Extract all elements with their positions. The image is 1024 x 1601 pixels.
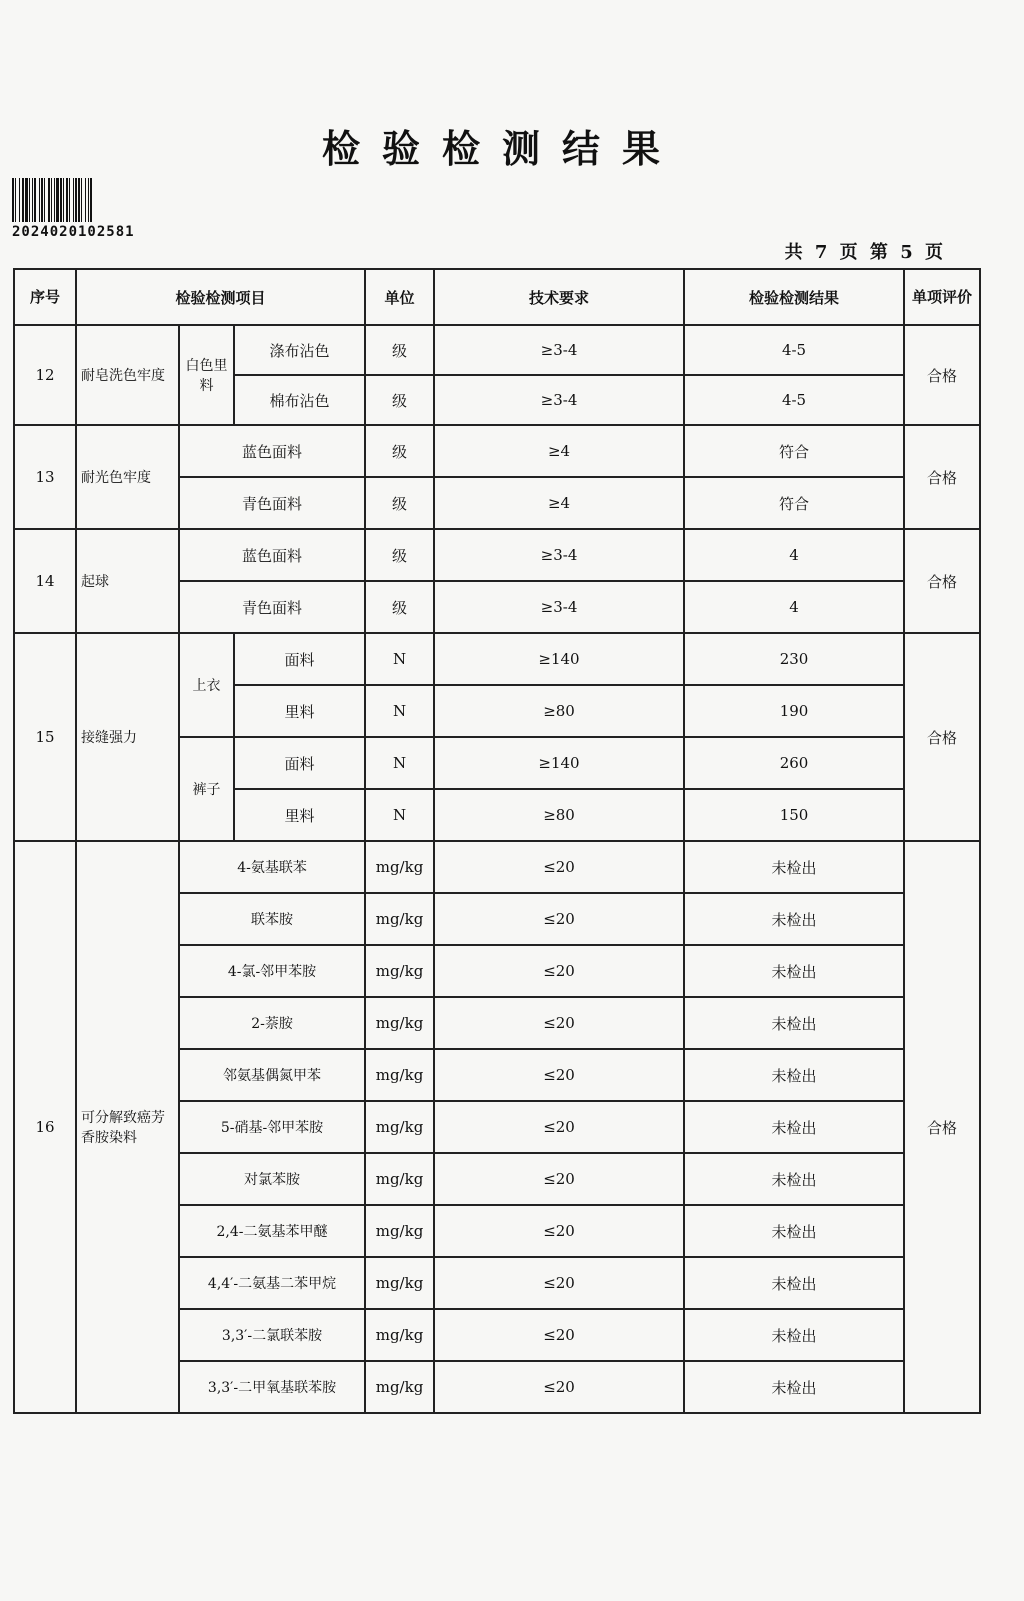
detail-item-cell: 蓝色面料 xyxy=(179,425,365,477)
evaluation-cell: 合格 xyxy=(904,529,980,633)
result-cell: 未检出 xyxy=(684,893,904,945)
table-row xyxy=(14,633,980,685)
detail-item-cell: 联苯胺 xyxy=(179,893,365,945)
item-name-cell: 耐光色牢度 xyxy=(76,425,179,529)
result-cell: 未检出 xyxy=(684,1153,904,1205)
detail-item-cell: 4,4′-二氨基二苯甲烷 xyxy=(179,1257,365,1309)
unit-cell: mg/kg xyxy=(365,1153,434,1205)
requirement-cell: ≥80 xyxy=(434,789,684,841)
requirement-cell: ≤20 xyxy=(434,1257,684,1309)
result-cell: 未检出 xyxy=(684,1361,904,1413)
result-cell: 符合 xyxy=(684,477,904,529)
detail-item-cell: 青色面料 xyxy=(179,581,365,633)
result-cell: 未检出 xyxy=(684,1257,904,1309)
detail-item-cell: 涤布沾色 xyxy=(234,325,365,375)
requirement-cell: ≤20 xyxy=(434,893,684,945)
unit-cell: N xyxy=(365,633,434,685)
sub-item-cell: 白色里料 xyxy=(179,325,234,425)
seq-cell: 15 xyxy=(14,633,76,841)
seq-cell: 12 xyxy=(14,325,76,425)
result-cell: 未检出 xyxy=(684,1101,904,1153)
unit-cell: N xyxy=(365,789,434,841)
page-count: 共 7 页 第 5 页 xyxy=(784,242,946,263)
sub-item-cell: 裤子 xyxy=(179,737,234,841)
unit-cell: mg/kg xyxy=(365,997,434,1049)
result-cell: 260 xyxy=(684,737,904,789)
requirement-cell: ≤20 xyxy=(434,1309,684,1361)
unit-cell: mg/kg xyxy=(365,1049,434,1101)
requirement-cell: ≤20 xyxy=(434,945,684,997)
barcode-bars xyxy=(12,178,172,222)
detail-item-cell: 3,3′-二甲氧基联苯胺 xyxy=(179,1361,365,1413)
unit-cell: mg/kg xyxy=(365,1309,434,1361)
unit-cell: mg/kg xyxy=(365,841,434,893)
table-header-row xyxy=(14,269,980,325)
result-cell: 150 xyxy=(684,789,904,841)
unit-cell: 级 xyxy=(365,529,434,581)
header-evaluation: 单项评价 xyxy=(904,269,980,325)
result-cell: 未检出 xyxy=(684,1309,904,1361)
unit-cell: mg/kg xyxy=(365,945,434,997)
evaluation-cell: 合格 xyxy=(904,425,980,529)
result-cell: 4-5 xyxy=(684,325,904,375)
result-cell: 230 xyxy=(684,633,904,685)
detail-item-cell: 蓝色面料 xyxy=(179,529,365,581)
header-result: 检验检测结果 xyxy=(684,269,904,325)
detail-item-cell: 5-硝基-邻甲苯胺 xyxy=(179,1101,365,1153)
unit-cell: mg/kg xyxy=(365,1101,434,1153)
requirement-cell: ≤20 xyxy=(434,1361,684,1413)
requirement-cell: ≥3-4 xyxy=(434,529,684,581)
result-cell: 4-5 xyxy=(684,375,904,425)
unit-cell: 级 xyxy=(365,325,434,375)
item-name-cell: 接缝强力 xyxy=(76,633,179,841)
unit-cell: 级 xyxy=(365,425,434,477)
result-cell: 未检出 xyxy=(684,1205,904,1257)
evaluation-cell: 合格 xyxy=(904,841,980,1413)
detail-item-cell: 面料 xyxy=(234,737,365,789)
detail-item-cell: 4-氯-邻甲苯胺 xyxy=(179,945,365,997)
sub-item-cell: 上衣 xyxy=(179,633,234,737)
table-row xyxy=(14,425,980,477)
item-name-cell: 起球 xyxy=(76,529,179,633)
requirement-cell: ≤20 xyxy=(434,1049,684,1101)
result-cell: 未检出 xyxy=(684,1049,904,1101)
header-seq: 序号 xyxy=(14,269,76,325)
unit-cell: mg/kg xyxy=(365,1205,434,1257)
page-title: 检验检测结果 xyxy=(321,127,682,171)
unit-cell: N xyxy=(365,685,434,737)
unit-cell: mg/kg xyxy=(365,1361,434,1413)
requirement-cell: ≥3-4 xyxy=(434,325,684,375)
requirement-cell: ≤20 xyxy=(434,1205,684,1257)
unit-cell: 级 xyxy=(365,375,434,425)
item-name-cell: 耐皂洗色牢度 xyxy=(76,325,179,425)
requirement-cell: ≥140 xyxy=(434,633,684,685)
requirement-cell: ≤20 xyxy=(434,997,684,1049)
unit-cell: mg/kg xyxy=(365,893,434,945)
barcode-bar xyxy=(92,178,94,222)
seq-cell: 14 xyxy=(14,529,76,633)
evaluation-cell: 合格 xyxy=(904,325,980,425)
result-cell: 未检出 xyxy=(684,841,904,893)
item-name-cell: 可分解致癌芳香胺染料 xyxy=(76,841,179,1413)
detail-item-cell: 棉布沾色 xyxy=(234,375,365,425)
header-requirement: 技术要求 xyxy=(434,269,684,325)
table-row xyxy=(14,529,980,581)
detail-item-cell: 邻氨基偶氮甲苯 xyxy=(179,1049,365,1101)
table-row xyxy=(14,325,980,375)
header-unit: 单位 xyxy=(365,269,434,325)
detail-item-cell: 青色面料 xyxy=(179,477,365,529)
result-cell: 190 xyxy=(684,685,904,737)
result-cell: 符合 xyxy=(684,425,904,477)
detail-item-cell: 2-萘胺 xyxy=(179,997,365,1049)
result-cell: 未检出 xyxy=(684,997,904,1049)
requirement-cell: ≤20 xyxy=(434,1101,684,1153)
unit-cell: 级 xyxy=(365,581,434,633)
unit-cell: 级 xyxy=(365,477,434,529)
detail-item-cell: 里料 xyxy=(234,685,365,737)
detail-item-cell: 里料 xyxy=(234,789,365,841)
detail-item-cell: 面料 xyxy=(234,633,365,685)
results-table xyxy=(13,268,981,1414)
requirement-cell: ≥3-4 xyxy=(434,581,684,633)
evaluation-cell: 合格 xyxy=(904,633,980,841)
barcode-number: 2024020102581 xyxy=(12,224,135,240)
header-item: 检验检测项目 xyxy=(76,269,365,325)
requirement-cell: ≥80 xyxy=(434,685,684,737)
detail-item-cell: 3,3′-二氯联苯胺 xyxy=(179,1309,365,1361)
requirement-cell: ≥3-4 xyxy=(434,375,684,425)
seq-cell: 16 xyxy=(14,841,76,1413)
requirement-cell: ≥140 xyxy=(434,737,684,789)
table-row xyxy=(14,841,980,893)
result-cell: 4 xyxy=(684,529,904,581)
barcode xyxy=(12,178,172,240)
detail-item-cell: 4-氨基联苯 xyxy=(179,841,365,893)
result-cell: 未检出 xyxy=(684,945,904,997)
requirement-cell: ≤20 xyxy=(434,1153,684,1205)
requirement-cell: ≥4 xyxy=(434,425,684,477)
result-cell: 4 xyxy=(684,581,904,633)
unit-cell: N xyxy=(365,737,434,789)
detail-item-cell: 对氯苯胺 xyxy=(179,1153,365,1205)
seq-cell: 13 xyxy=(14,425,76,529)
requirement-cell: ≤20 xyxy=(434,841,684,893)
detail-item-cell: 2,4-二氨基苯甲醚 xyxy=(179,1205,365,1257)
requirement-cell: ≥4 xyxy=(434,477,684,529)
unit-cell: mg/kg xyxy=(365,1257,434,1309)
